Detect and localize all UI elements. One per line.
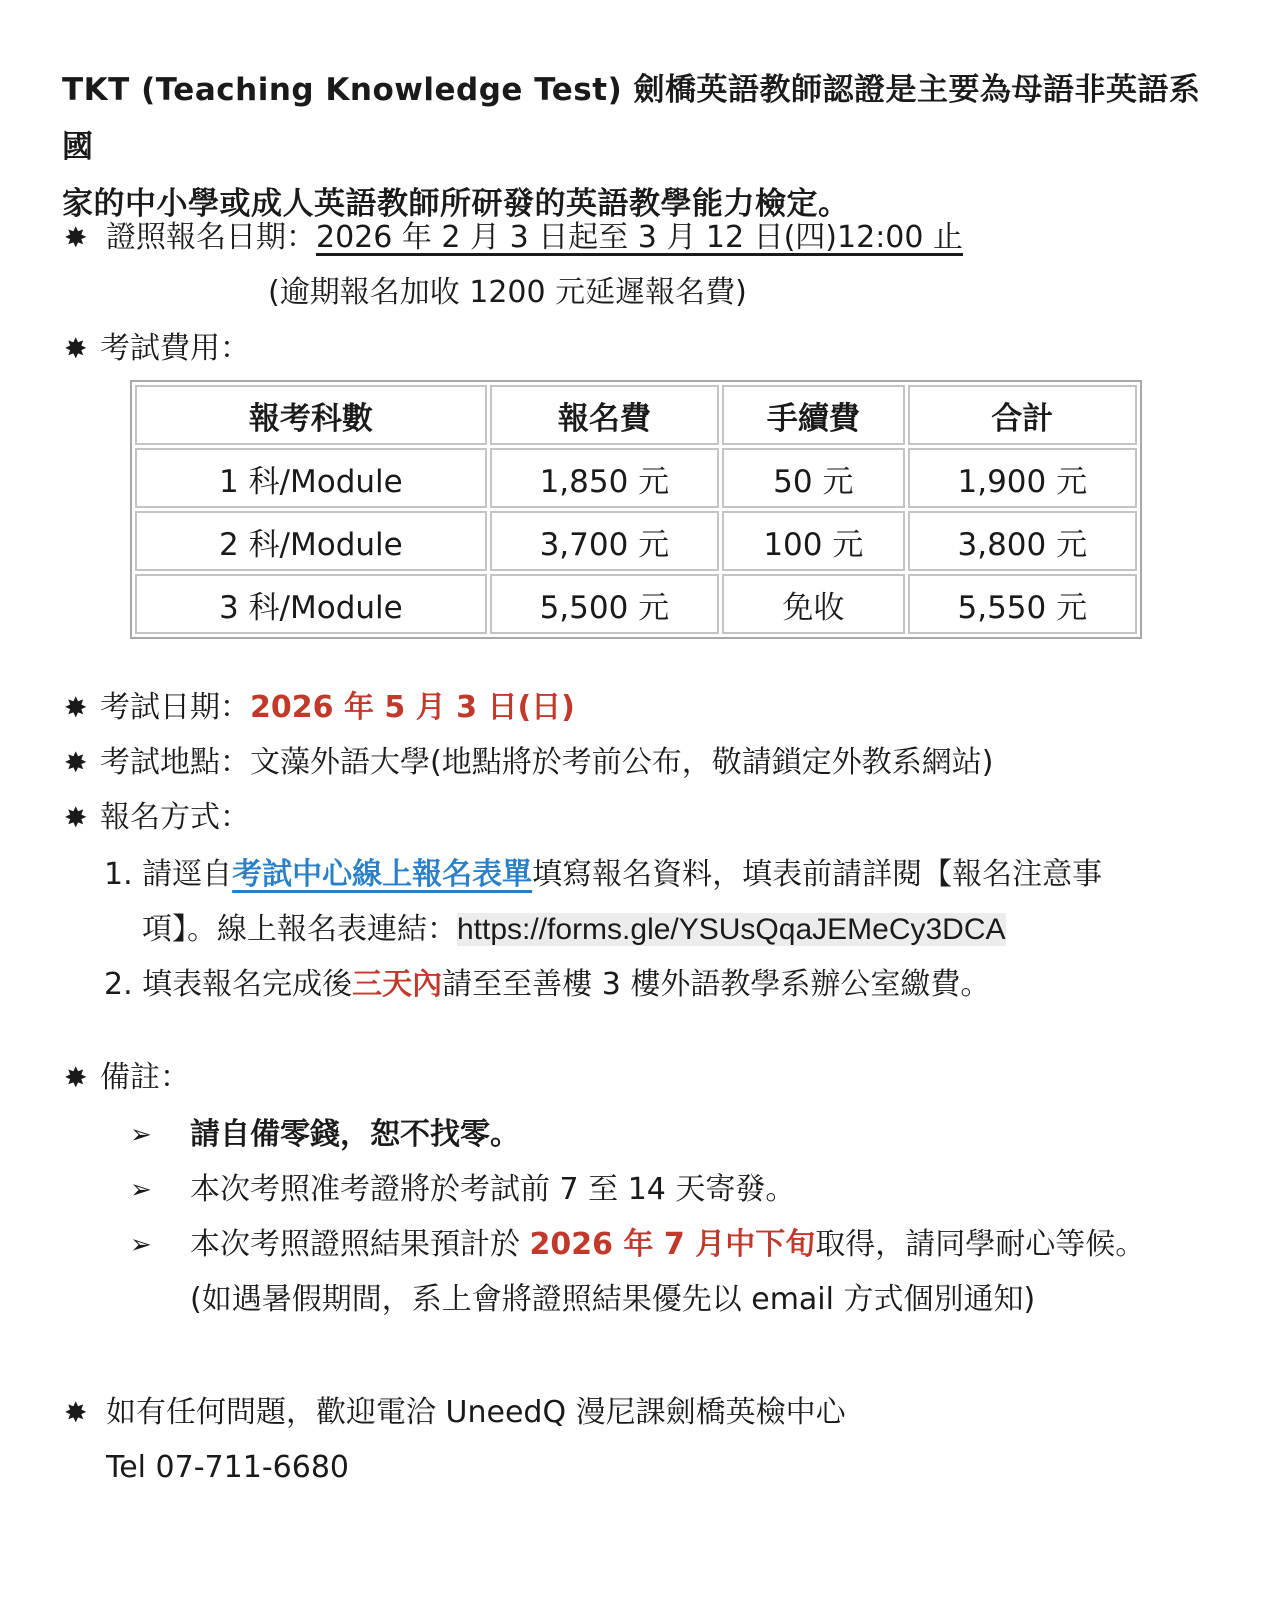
- exam-location-label: 考試地點：: [100, 745, 250, 780]
- method-step-1-line-2: [142, 910, 1006, 950]
- cell-modules: 3 科/Module: [135, 574, 487, 634]
- form-url-link[interactable]: https://forms.gle/YSUsQqaJEMeCy3DCA: [457, 913, 1006, 946]
- method-step-2: [104, 965, 990, 1005]
- cell-total: 1,900 元: [908, 448, 1137, 508]
- note-item-3-line-2: (如遇暑假期間，系上會將證照結果優先以 email 方式個別通知): [190, 1282, 1036, 1317]
- notes-label: 備註：: [100, 1060, 190, 1095]
- registration-label: 證照報名日期：: [106, 220, 316, 255]
- step2-suffix: 請至至善樓 3 樓外語教學系辦公室繳費。: [442, 967, 991, 1002]
- intro-line-1: TKT (Teaching Knowledge Test) 劍橋英語教師認證是主要為母語非英語系國: [62, 72, 1201, 165]
- step2-prefix: 2. 填表報名完成後: [104, 967, 353, 1002]
- table-row: [135, 574, 1137, 634]
- step1-prefix: 1. 請逕自: [104, 857, 233, 892]
- contact-line: 如有任何問題，歡迎電洽 UneedQ 漫尼課劍橋英檢中心: [106, 1395, 846, 1430]
- registration-dates: 2026 年 2 月 3 日起至 3 月 12 日(四)12:00 止: [316, 220, 964, 255]
- note3-prefix: 本次考照證照結果預計於: [190, 1227, 530, 1262]
- cell-handling-fee: 100 元: [722, 511, 905, 571]
- step2-deadline: 三天內: [352, 967, 443, 1002]
- cell-handling-fee: 50 元: [722, 448, 905, 508]
- table-row: [135, 511, 1137, 571]
- exam-date-line: [100, 688, 575, 728]
- step1-line2-text: 項】。線上報名表連結：: [142, 912, 457, 947]
- bullet-star-icon: ✸: [64, 221, 88, 254]
- fee-table: [130, 380, 1142, 639]
- arrow-bullet-icon: ➢: [130, 1120, 152, 1150]
- bullet-star-icon: ✸: [64, 746, 88, 779]
- cell-total: 3,800 元: [908, 511, 1137, 571]
- note3-suffix: 取得，請同學耐心等候。: [815, 1227, 1146, 1262]
- bullet-star-icon: ✸: [64, 691, 88, 724]
- step1-suffix: 填寫報名資料，填表前請詳閱【報名注意事: [532, 857, 1103, 892]
- bullet-star-icon: ✸: [64, 1061, 88, 1094]
- note-item-3: [190, 1225, 1145, 1265]
- exam-location-value: 文藻外語大學(地點將於考前公布，敬請鎖定外教系網站): [250, 745, 994, 780]
- header-registration-fee: 報名費: [490, 385, 719, 445]
- bullet-star-icon: ✸: [64, 332, 88, 365]
- header-modules: 報考科數: [135, 385, 487, 445]
- arrow-bullet-icon: ➢: [130, 1230, 152, 1260]
- cell-modules: 2 科/Module: [135, 511, 487, 571]
- exam-date-label: 考試日期：: [100, 690, 250, 725]
- table-row: [135, 448, 1137, 508]
- intro-line-2: 家的中小學或成人英語教師所研發的英語教學能力檢定。: [62, 186, 850, 222]
- bullet-star-icon: ✸: [64, 801, 88, 834]
- late-fee-note: (逾期報名加收 1200 元延遲報名費): [268, 275, 747, 310]
- online-form-link[interactable]: 考試中心線上報名表單: [232, 857, 533, 892]
- note-item-1: 請自備零錢，恕不找零。: [190, 1117, 520, 1152]
- contact-phone: Tel 07-711-6680: [106, 1450, 349, 1485]
- fee-table-header: [135, 385, 1137, 445]
- arrow-bullet-icon: ➢: [130, 1175, 152, 1205]
- header-handling-fee: 手續費: [722, 385, 905, 445]
- registration-line: [106, 218, 963, 258]
- note-item-2: 本次考照准考證將於考試前 7 至 14 天寄發。: [190, 1172, 796, 1207]
- bullet-star-icon: ✸: [64, 1396, 88, 1429]
- exam-location-line: [100, 743, 993, 783]
- cell-modules: 1 科/Module: [135, 448, 487, 508]
- exam-date-value: 2026 年 5 月 3 日(日): [250, 690, 575, 725]
- note3-result-date: 2026 年 7 月中下旬: [529, 1227, 816, 1262]
- cell-registration-fee: 5,500 元: [490, 574, 719, 634]
- intro-paragraph: [62, 62, 1222, 233]
- cell-total: 5,550 元: [908, 574, 1137, 634]
- cell-registration-fee: 3,700 元: [490, 511, 719, 571]
- cell-registration-fee: 1,850 元: [490, 448, 719, 508]
- fees-label: 考試費用：: [100, 331, 250, 366]
- header-total: 合計: [908, 385, 1137, 445]
- cell-handling-fee: 免收: [722, 574, 905, 634]
- method-label: 報名方式：: [100, 800, 250, 835]
- method-step-1: [104, 855, 1102, 895]
